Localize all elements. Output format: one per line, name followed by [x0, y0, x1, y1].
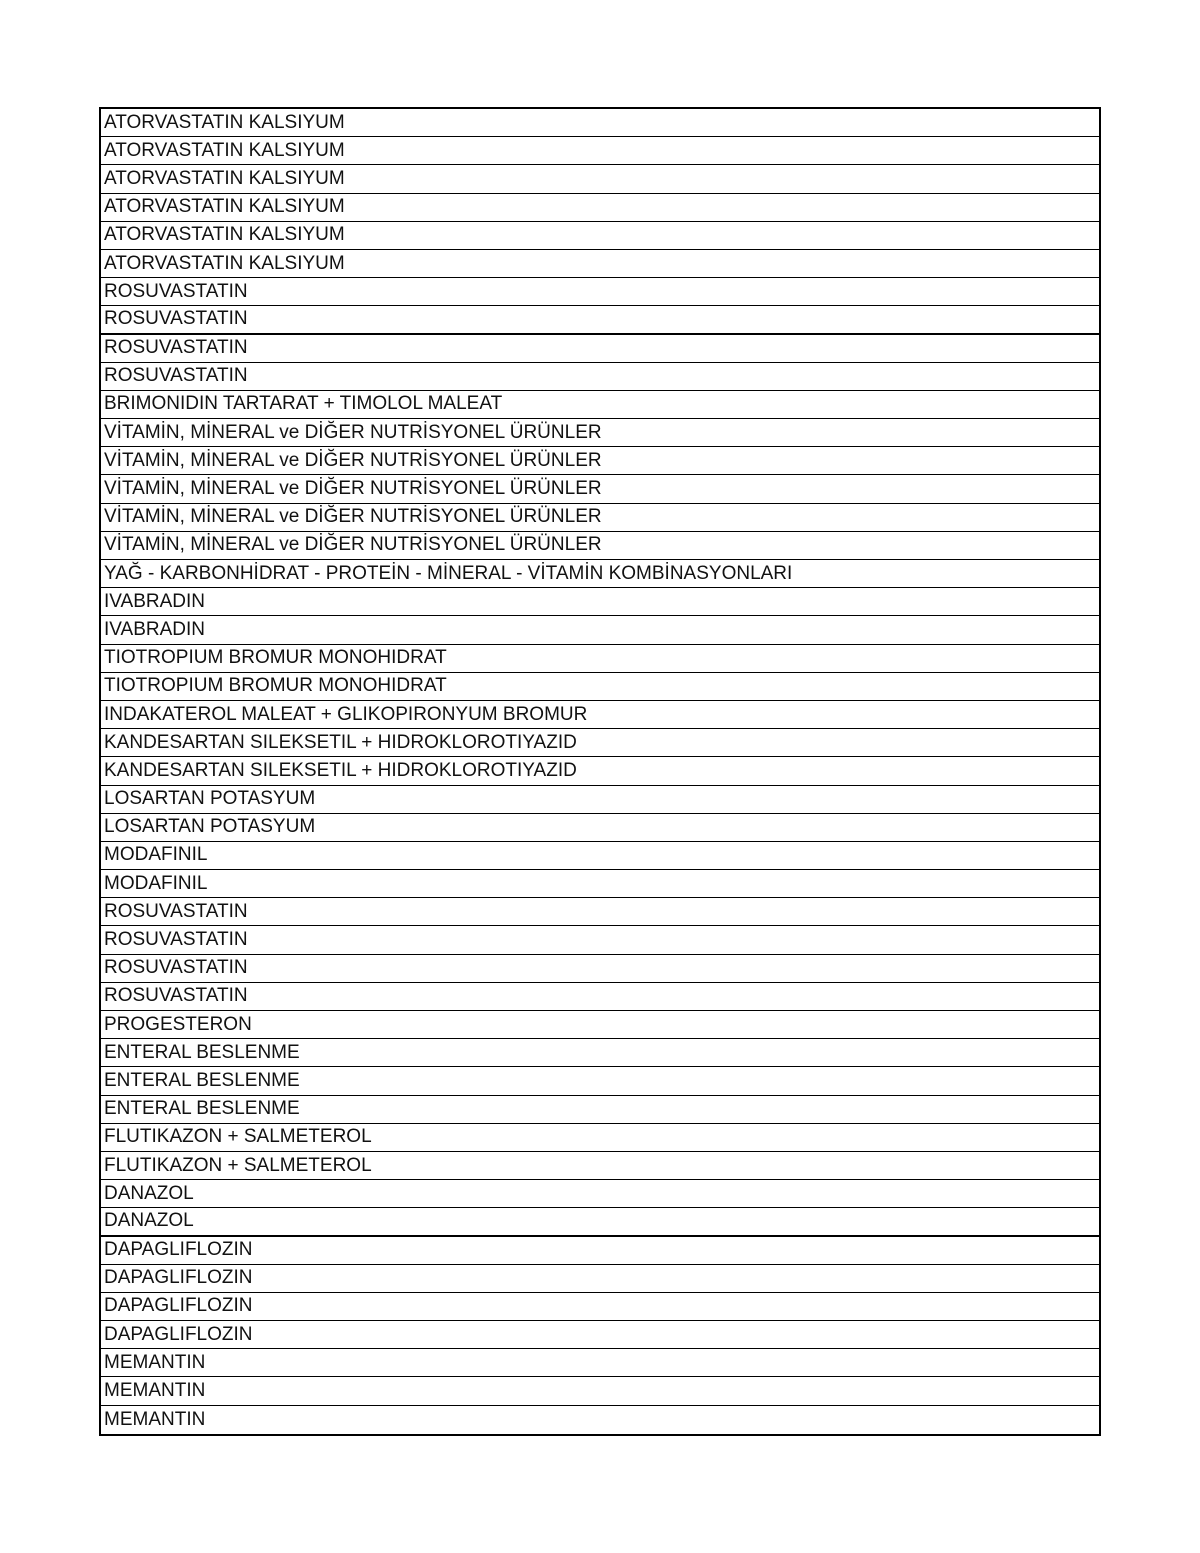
table-row: DAPAGLIFLOZIN: [101, 1237, 1099, 1265]
table-row: LOSARTAN POTASYUM: [101, 786, 1099, 814]
table-row: ATORVASTATIN KALSIYUM: [101, 222, 1099, 250]
table-row: DANAZOL: [101, 1180, 1099, 1208]
table-row: ATORVASTATIN KALSIYUM: [101, 137, 1099, 165]
table-row: VİTAMİN, MİNERAL ve DİĞER NUTRİSYONEL ÜRÜNLER: [101, 504, 1099, 532]
table-row: BRIMONIDIN TARTARAT + TIMOLOL MALEAT: [101, 391, 1099, 419]
table-row: TIOTROPIUM BROMUR MONOHIDRAT: [101, 673, 1099, 701]
table-row: VİTAMİN, MİNERAL ve DİĞER NUTRİSYONEL ÜRÜNLER: [101, 447, 1099, 475]
table-row: YAĞ - KARBONHİDRAT - PROTEİN - MİNERAL - VİTAMİN KOMBİNASYONLARI: [101, 560, 1099, 588]
table-row: MODAFINIL: [101, 870, 1099, 898]
table-row: ROSUVASTATIN: [101, 926, 1099, 954]
table-row: ROSUVASTATIN: [101, 363, 1099, 391]
table-row: ROSUVASTATIN: [101, 983, 1099, 1011]
table-row: DAPAGLIFLOZIN: [101, 1293, 1099, 1321]
table-row: MEMANTIN: [101, 1349, 1099, 1377]
table-row: KANDESARTAN SILEKSETIL + HIDROKLOROTIYAZID: [101, 757, 1099, 785]
table-row: ATORVASTATIN KALSIYUM: [101, 165, 1099, 193]
table-row: ROSUVASTATIN: [101, 335, 1099, 363]
table-row: IVABRADIN: [101, 588, 1099, 616]
table-row: ENTERAL BESLENME: [101, 1039, 1099, 1067]
table-row: MEMANTIN: [104, 1408, 206, 1430]
table-row: DAPAGLIFLOZIN: [101, 1321, 1099, 1349]
table-row: MEMANTIN: [101, 1377, 1099, 1405]
table-row: DANAZOL: [101, 1208, 1099, 1236]
table-row: MODAFINIL: [101, 842, 1099, 870]
table-row: ROSUVASTATIN: [101, 898, 1099, 926]
table-row: ATORVASTATIN KALSIYUM: [101, 109, 1099, 137]
table-row: IVABRADIN: [101, 616, 1099, 644]
table-row: FLUTIKAZON + SALMETEROL: [101, 1124, 1099, 1152]
table-row: ENTERAL BESLENME: [101, 1096, 1099, 1124]
table-row: PROGESTERON: [101, 1011, 1099, 1039]
drug-table: [99, 107, 1101, 1436]
table-row: ATORVASTATIN KALSIYUM: [101, 250, 1099, 278]
table-row: VİTAMİN, MİNERAL ve DİĞER NUTRİSYONEL ÜRÜNLER: [101, 419, 1099, 447]
table-row: KANDESARTAN SILEKSETIL + HIDROKLOROTIYAZID: [101, 729, 1099, 757]
table-row: ROSUVASTATIN: [101, 278, 1099, 306]
table-row: ATORVASTATIN KALSIYUM: [101, 194, 1099, 222]
table-row: DAPAGLIFLOZIN: [101, 1265, 1099, 1293]
table-row: INDAKATEROL MALEAT + GLIKOPIRONYUM BROMUR: [101, 701, 1099, 729]
table-row: ROSUVASTATIN: [101, 955, 1099, 983]
table-row: ROSUVASTATIN: [101, 306, 1099, 334]
table-row: VİTAMİN, MİNERAL ve DİĞER NUTRİSYONEL ÜRÜNLER: [101, 475, 1099, 503]
table-row: LOSARTAN POTASYUM: [101, 814, 1099, 842]
table-row: TIOTROPIUM BROMUR MONOHIDRAT: [101, 645, 1099, 673]
table-row: ENTERAL BESLENME: [101, 1067, 1099, 1095]
table-row: FLUTIKAZON + SALMETEROL: [101, 1152, 1099, 1180]
table-row: VİTAMİN, MİNERAL ve DİĞER NUTRİSYONEL ÜRÜNLER: [101, 532, 1099, 560]
